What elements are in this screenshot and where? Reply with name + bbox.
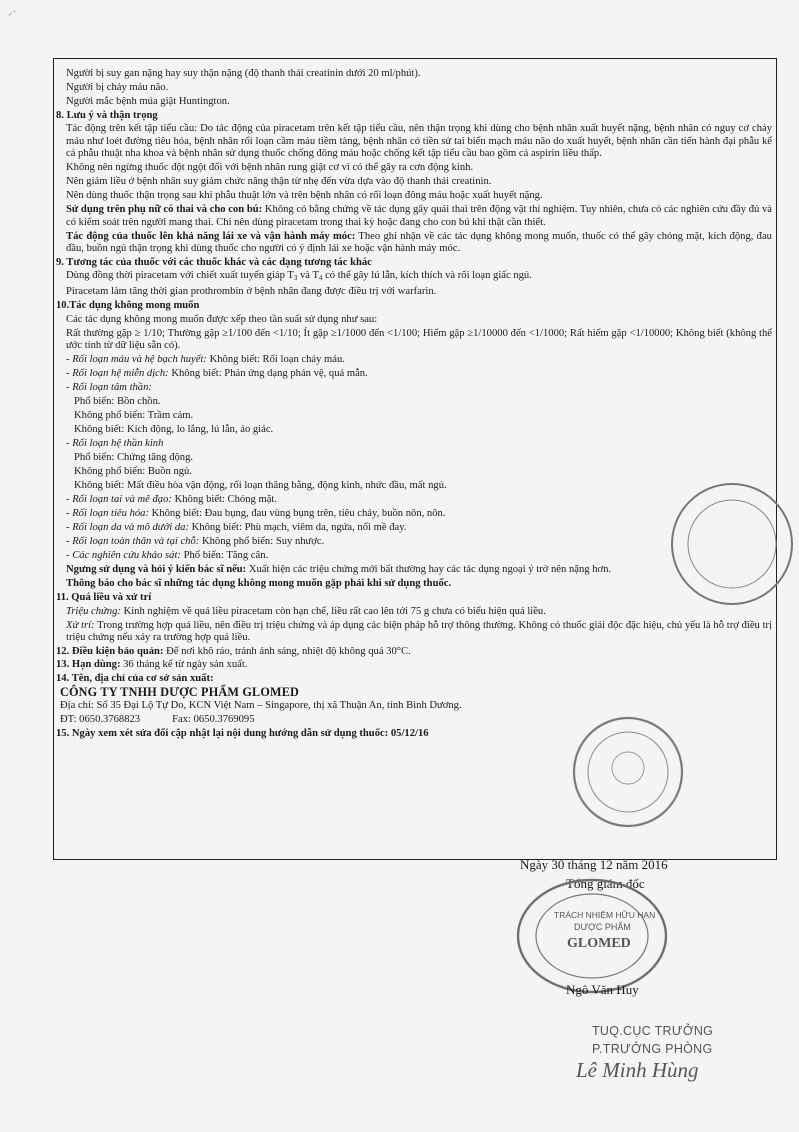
signature-date: Ngày 30 tháng 12 năm 2016 <box>520 857 668 872</box>
contraindication-3: Người mắc bệnh múa giật Huntington. <box>66 96 230 107</box>
pregnancy-paragraph <box>60 204 772 229</box>
manufacturer-name: CÔNG TY TNHH DƯỢC PHẨM GLOMED <box>60 685 300 700</box>
storage-label: 12. Điều kiện bảo quản: <box>56 646 164 658</box>
agency-stamp <box>568 712 688 832</box>
neuro-uncommon: Không phổ biến: Buồn ngủ. <box>74 466 193 478</box>
neuro-unknown: Không biết: Mất điều hòa vận động, rối loạn thăng bằng, động kinh, nhức đầu, mất ngủ. <box>74 480 447 492</box>
adverse-intro: Các tác dụng không mong muốn được xếp theo tần suất sử dụng như sau: <box>66 313 378 325</box>
immune-text: Không biết: Phản ứng dạng phản vệ, quá mẫn. <box>168 368 368 380</box>
authority-signer: Lê Minh Hùng <box>576 1058 699 1082</box>
section-9-title: 9. Tương tác của thuốc với các thuốc khác và các dạng tương tác khác <box>56 257 372 269</box>
skin-disorders: - Rối loạn da và mô dưới da: Không biết: Phù mạch, viêm da, ngứa, nổi mề đay. <box>66 522 407 534</box>
stamp-text-line-1: TRÁCH NHIỆM HỮU HẠN <box>554 910 656 920</box>
section-10-title: 10.Tác dụng không mong muốn <box>56 300 200 312</box>
section-8-title: 8. Lưu ý và thận trọng <box>56 110 158 121</box>
immune-disorders: - Rối loạn hệ miễn dịch: Không biết: Phản ứng dạng phản vệ, quá mẫn. <box>66 368 368 380</box>
driving-label: Tác động của thuốc lên khả năng lái xe và vận hành máy móc: <box>66 230 356 242</box>
shelf-life-text: 36 tháng kể từ ngày sản xuất. <box>120 659 248 671</box>
pregnancy-text: Không có bằng chứng về tác dụng gây quái thai trên động vật thí nghiệm. Tuy nhiên, chưa có các nghiên cứu đầy đủ và có kiểm soát trên người mang thai. Chỉ nên dùng piracetam trong thai kỳ hoặc đang cho con bú khi thật cần thiết. <box>66 204 772 228</box>
section-13 <box>56 659 772 671</box>
phone-number: ĐT: 0650.3768823 <box>60 714 141 726</box>
storage-text: Để nơi khô ráo, tránh ánh sáng, nhiệt độ không quá 30°C. <box>163 646 411 658</box>
nervous-disorders: - Rối loạn hệ thần kinh <box>66 438 164 450</box>
signer-name: Ngô Văn Huy <box>566 982 639 997</box>
notify-doctor: Thông báo cho bác sĩ những tác dụng không mong muốn gặp phải khi sử dụng thuốc. <box>66 578 452 590</box>
gi-label: Rối loạn tiêu hóa: <box>72 508 149 520</box>
psych-unknown: Không biết: Kích động, lo lắng, lú lẫn, ảo giác. <box>74 424 274 436</box>
psych-common: Phổ biến: Bồn chồn. <box>74 396 161 408</box>
leaflet-content <box>56 68 773 742</box>
platelet-paragraph: Tác động trên kết tập tiểu cầu: Do tác động của piracetam trên kết tập tiểu cầu, nên thận trọng khi dùng cho bệnh nhân xuất huyết nặng, bệnh nhân có nguy cơ chảy máu như loét đường tiêu hóa, bệnh nhân rối loạn cầm máu tiềm tàng, bệnh nhân có tiền sử tai biến mạch máu não do xuất huyết, bệnh nhân cần tiến hành đại phẫu kể cả phẫu thuật nha khoa và bệnh nhân sử dụng thuốc chống đông máu hoặc chống kết tập tiểu cầu bao gồm cả aspirin liều thấp. <box>66 123 772 160</box>
overdose-treatment <box>60 620 772 645</box>
subscript-3: 3 <box>293 274 298 283</box>
thyroid-text-b: và T <box>297 270 319 282</box>
symptom-text: Kinh nghiệm về quá liều piracetam còn hạn chế, liều rất cao lên tới 75 g chưa có biểu hiện quá liều. <box>120 605 546 617</box>
psychiatric-disorders: - Rối loạn tâm thần: <box>66 382 152 394</box>
ear-label: Rối loạn tai và mê đạo: <box>72 494 172 506</box>
blood-text: Không biết: Rối loạn chảy máu. <box>206 354 345 366</box>
stamp-text-line-2: DƯỢC PHẨM <box>574 922 631 932</box>
neuro-label: Rối loạn hệ thần kinh <box>72 438 164 450</box>
general-text: Không phổ biến: Suy nhược. <box>199 536 325 548</box>
ear-disorders: - Rối loạn tai và mê đạo: Không biết: Chóng mặt. <box>66 494 277 506</box>
driving-text: Theo ghi nhận về các tác dụng không mong muốn, thuốc có thể gây chóng mặt, kích động, đau đầu, buồn ngủ thận trọng khi dùng thuốc cho người có ý định lái xe hoặc vận hành máy móc. <box>66 230 772 255</box>
gi-disorders: - Rối loạn tiêu hóa: Không biết: Đau bụng, đau vùng bụng trên, tiêu chảy, buồn nôn, nôn. <box>66 508 446 520</box>
shelf-life-label: 13. Hạn dùng: <box>56 659 121 671</box>
blood-disorders: - Rối loạn máu và hệ bạch huyết: Không biết: Rối loạn chảy máu. <box>66 354 345 366</box>
psych-label: Rối loạn tâm thần: <box>72 382 152 394</box>
renal-paragraph: Nên giảm liều ở bệnh nhân suy giảm chức năng thận từ nhẹ đến vừa dựa vào độ thanh thải creatinin. <box>66 176 492 188</box>
surgery-paragraph: Nên dùng thuốc thận trọng sau khi phẫu thuật lớn và trên bệnh nhân có rối loạn đông máu hoặc xuất huyết nặng. <box>66 190 543 202</box>
thyroid-interaction <box>60 270 772 284</box>
thyroid-text-a: Dùng đồng thời piracetam với chiết xuất tuyến giáp T <box>66 270 294 282</box>
authority-line-2: P.TRƯỞNG PHÒNG <box>592 1042 713 1056</box>
research-text: Phổ biến: Tăng cân. <box>180 550 269 562</box>
contraindication-2: Người bị chảy máu não. <box>66 82 169 93</box>
gi-text: Không biết: Đau bụng, đau vùng bụng trên, tiêu chảy, buồn nôn, nôn. <box>148 508 446 520</box>
thyroid-text-c: có thể gây lú lẫn, kích thích và rối loạn giấc ngủ. <box>322 270 532 282</box>
treat-label: Xử trí: <box>66 619 95 631</box>
section-11-title: 11. Quá liều và xử trí <box>56 592 152 604</box>
blood-label: Rối loạn máu và hệ bạch huyết: <box>72 354 207 366</box>
overdose-symptoms <box>60 606 772 618</box>
driving-paragraph <box>60 231 772 256</box>
general-disorders: - Rối loạn toàn thân và tại chỗ: Không phổ biến: Suy nhược. <box>66 536 325 548</box>
treat-text: Trong trường hợp quá liều, nên điều trị triệu chứng và áp dụng các biện pháp hỗ trợ thông thường. Không có thuốc giải độc đặc hiệu, chủ yếu là hỗ trợ điều trị triệu chứng nếu xảy ra trường hợp quá liều. <box>66 619 773 644</box>
skin-label: Rối loạn da và mô dưới da: <box>72 522 189 534</box>
signature-position: Tổng giám đốc <box>566 876 645 891</box>
section-15: 15. Ngày xem xét sửa đổi cập nhật lại nội dung hướng dẫn sử dụng thuốc: 05/12/16 <box>56 728 429 740</box>
stop-label: Ngưng sử dụng và hỏi ý kiến bác sĩ nếu: <box>66 564 247 576</box>
symptom-label: Triệu chứng: <box>66 605 121 617</box>
ear-text: Không biết: Chóng mặt. <box>171 494 277 506</box>
frequency-definitions: Rất thường gặp ≥ 1/10; Thường gặp ≥1/100 đến <1/10; Ít gặp ≥1/1000 đến <1/100; Hiếm gặp ≥1/10000 đến <1/1000; Rất hiếm gặp <1/10000; Không biết (không thể ước tính từ dữ liệu sẵn có). <box>66 327 772 352</box>
stamp-text-line-3: GLOMED <box>567 936 631 951</box>
section-14-title: 14. Tên, địa chỉ của cơ sở sản xuất: <box>56 672 214 684</box>
authority-line-1: TUQ.CỤC TRƯỞNG <box>592 1024 714 1038</box>
psych-uncommon: Không phổ biến: Trầm cảm. <box>74 410 194 422</box>
research-label: Các nghiên cứu khảo sát: <box>72 550 181 562</box>
scan-corner-mark: ⸝· <box>8 7 17 18</box>
immune-label: Rối loạn hệ miễn dịch: <box>72 368 169 380</box>
neuro-common: Phổ biến: Chứng tăng động. <box>74 452 194 464</box>
myoclonus-paragraph: Không nên ngừng thuốc đột ngột đối với bệnh nhân rung giật cơ vì có thể gây ra cơn động kinh. <box>66 162 474 174</box>
subscript-4: 4 <box>318 274 323 283</box>
warfarin-interaction: Piracetam làm tăng thời gian prothrombin ở bệnh nhân đang được điều trị với warfarin. <box>66 286 437 298</box>
skin-text: Không biết: Phù mạch, viêm da, ngứa, nổi mề đay. <box>188 522 407 534</box>
general-label: Rối loạn toàn thân và tại chỗ: <box>72 536 200 548</box>
manufacturer-address: Địa chỉ: Số 35 Đại Lộ Tự Do, KCN Việt Nam – Singapore, thị xã Thuận An, tỉnh Bình Dương. <box>60 700 462 712</box>
investigations: - Các nghiên cứu khảo sát: Phổ biến: Tăng cân. <box>66 550 269 562</box>
right-margin-stamp <box>662 470 799 620</box>
contraindication-1: Người bị suy gan nặng hay suy thận nặng (độ thanh thải creatinin dưới 20 ml/phút). <box>66 68 421 79</box>
stop-text: Xuất hiện các triệu chứng mới bất thường hay các tác dụng ngoại ý trở nên nặng hơn. <box>246 564 612 576</box>
fax-number: Fax: 0650.3769095 <box>172 714 255 726</box>
pregnancy-label: Sử dụng trên phụ nữ có thai và cho con bú: <box>66 204 263 216</box>
section-12 <box>56 646 772 658</box>
